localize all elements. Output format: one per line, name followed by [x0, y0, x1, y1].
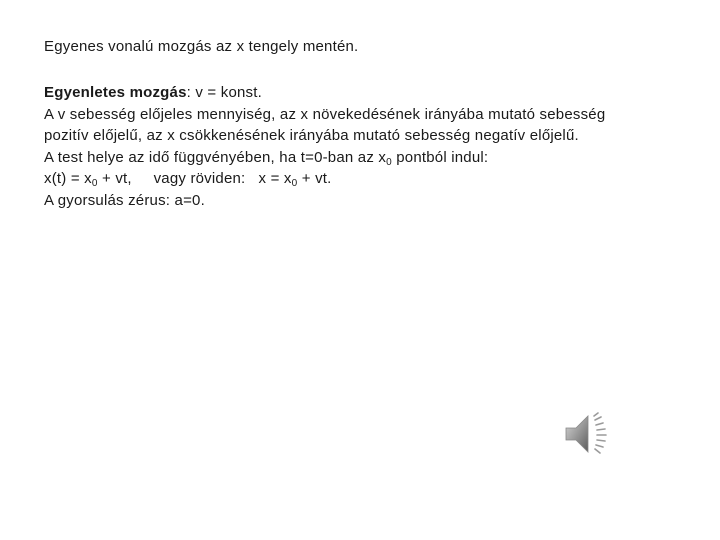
speaker-icon[interactable] — [564, 410, 614, 458]
sign-sentence-line-1: A v sebesség előjeles mennyiség, az x növekedésének irányába mutató sebesség — [44, 105, 606, 123]
uniform-motion-term: Egyenletes mozgás — [44, 84, 187, 101]
sign-sentence-line-2: pozitív előjelű, az x csökkenésének irányába mutató sebesség negatív előjelű. — [44, 127, 579, 144]
position-intro-before: A test helye az idő függvényében, ha t=0-ban az x — [44, 148, 387, 166]
formula-rhs-1: + vt, vagy röviden: x = x — [97, 170, 292, 187]
position-intro-line — [44, 147, 684, 169]
acceleration-line: A gyorsulás zérus: a=0. — [44, 191, 205, 209]
position-intro-after: pontból indul: — [391, 148, 489, 166]
slide-body — [44, 82, 684, 211]
uniform-motion-definition: : v = konst. — [186, 84, 262, 101]
formula-lhs: x(t) = x — [44, 170, 92, 187]
formula-subscript-1: 0 — [91, 178, 98, 189]
slide-title: Egyenes vonalú mozgás az x tengely mentén. — [44, 38, 359, 55]
formula-line — [44, 168, 684, 190]
uniform-motion-line — [44, 82, 684, 104]
position-intro-subscript: 0 — [386, 156, 392, 168]
formula-rhs-2: + vt. — [297, 170, 332, 187]
formula-subscript-2: 0 — [291, 178, 298, 189]
